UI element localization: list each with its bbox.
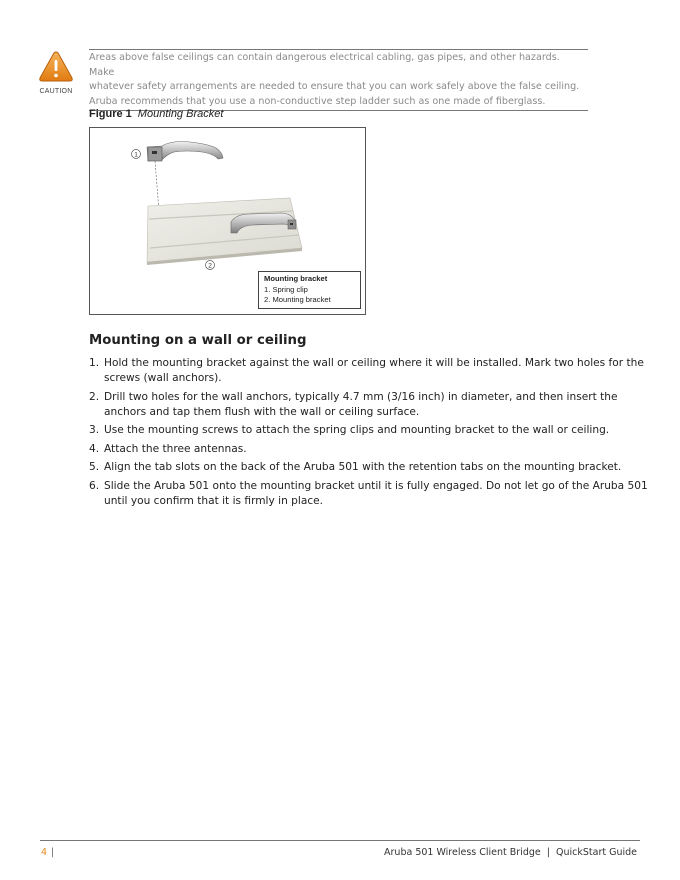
caution-line: Aruba recommends that you use a non-conductive step ladder such as one made of fiberglass. — [89, 95, 546, 107]
figure-label: Figure 1 — [89, 108, 132, 120]
step-item — [89, 460, 649, 475]
section-heading: Mounting on a wall or ceiling — [89, 333, 307, 348]
steps-list — [89, 356, 649, 512]
warning-triangle-icon — [38, 50, 74, 83]
step-text: Attach the three antennas. — [104, 442, 247, 455]
figure-mounting-bracket — [89, 127, 366, 315]
caution-text — [89, 49, 588, 111]
caution-line: Areas above false ceilings can contain dangerous electrical cabling, gas pipes, and other hazards. Make — [89, 52, 560, 78]
legend-title: Mounting bracket — [264, 274, 328, 283]
legend-item: 2. Mounting bracket — [264, 295, 331, 304]
step-number: 6. — [89, 479, 100, 492]
figure-title: Mounting Bracket — [137, 108, 224, 120]
spring-clip — [147, 142, 223, 162]
callout-2-text: 2 — [208, 262, 212, 270]
step-item — [89, 442, 649, 457]
footer-rule — [40, 840, 640, 841]
page-separator: | — [51, 847, 55, 858]
step-text: Hold the mounting bracket against the wall or ceiling where it will be installed. Mark two holes for the screws (wall anchors). — [104, 357, 644, 384]
callout-1-text: 1 — [134, 151, 138, 159]
footer-title: Aruba 501 Wireless Client Bridge | QuickStart Guide — [384, 847, 637, 858]
caution-line: whatever safety arrangements are needed to ensure that you can work safely above the false ceiling. — [89, 81, 580, 92]
step-text: Align the tab slots on the back of the Aruba 501 with the retention tabs on the mounting bracket. — [104, 461, 622, 473]
step-number: 4. — [89, 442, 100, 455]
figure-legend — [258, 271, 361, 309]
step-number: 2. — [89, 390, 100, 403]
mounting-plate — [147, 198, 302, 265]
step-number: 5. — [89, 461, 100, 473]
step-text: Slide the Aruba 501 onto the mounting bracket until it is fully engaged. Do not let go of the Aruba 501 until you confirm that it is firmly in place. — [104, 479, 648, 507]
caution-block — [36, 50, 76, 95]
step-item — [89, 479, 649, 509]
caution-label: CAUTION — [39, 88, 73, 95]
step-text: Drill two holes for the wall anchors, typically 4.7 mm (3/16 inch) in diameter, and then insert the anchors and tap them flush with the wall or ceiling surface. — [104, 390, 618, 418]
step-item — [89, 390, 649, 420]
figure-caption — [89, 108, 223, 120]
page-number-value: 4 — [41, 847, 48, 858]
step-number: 3. — [89, 424, 100, 436]
legend-item: 1. Spring clip — [264, 284, 308, 294]
step-item — [89, 423, 649, 438]
page-number — [41, 847, 54, 858]
step-number: 1. — [89, 357, 100, 369]
step-text: Use the mounting screws to attach the spring clips and mounting bracket to the wall or ceiling. — [104, 424, 610, 436]
step-item — [89, 356, 649, 386]
